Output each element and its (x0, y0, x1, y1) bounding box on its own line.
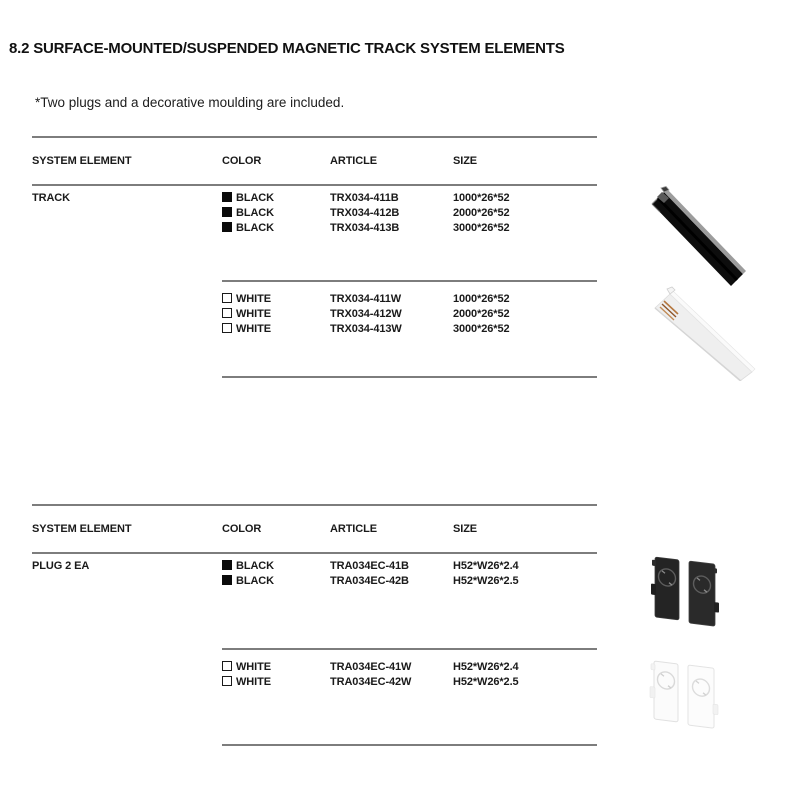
color-cell (222, 221, 330, 236)
white-swatch-icon (222, 293, 232, 303)
size-value: 2000*26*52 (453, 207, 510, 219)
color-cell (222, 574, 330, 589)
color-label: BLACK (236, 207, 274, 219)
table-row (32, 675, 597, 690)
black-swatch-icon (222, 575, 232, 585)
system-element-label: TRACK (32, 192, 70, 204)
black-swatch-icon (222, 222, 232, 232)
plug-table (32, 504, 597, 746)
size-value: 2000*26*52 (453, 308, 510, 320)
table-row (32, 206, 597, 221)
system-element-label (32, 221, 222, 236)
system-element-label (32, 660, 222, 675)
header-color: COLOR (222, 155, 262, 167)
article-code: TRA034EC-42W (330, 676, 412, 688)
system-element-label (32, 322, 222, 337)
article-code: TRX034-412W (330, 308, 402, 320)
color-cell (222, 559, 330, 574)
table-row (32, 660, 597, 675)
color-group (32, 554, 597, 648)
color-label: BLACK (236, 192, 274, 204)
color-cell (222, 292, 330, 307)
size-value: 1000*26*52 (453, 192, 510, 204)
size-value: H52*W26*2.4 (453, 661, 519, 673)
color-label: BLACK (236, 222, 274, 234)
system-element-label (32, 206, 222, 221)
table-body (32, 186, 597, 378)
table-body (32, 554, 597, 746)
color-cell (222, 660, 330, 675)
article-code: TRA034EC-41B (330, 560, 409, 572)
table-header-row (32, 138, 597, 184)
size-value: 3000*26*52 (453, 222, 510, 234)
color-cell (222, 675, 330, 690)
color-group (32, 282, 597, 376)
black-plugs-image (646, 552, 731, 647)
black-swatch-icon (222, 207, 232, 217)
article-code: TRX034-411W (330, 293, 402, 305)
color-label: WHITE (236, 293, 271, 305)
white-plugs-image (645, 656, 730, 746)
system-element-label: PLUG 2 EA (32, 560, 90, 572)
white-swatch-icon (222, 661, 232, 671)
divider (222, 744, 597, 746)
color-label: WHITE (236, 661, 271, 673)
page-title: 8.2 SURFACE-MOUNTED/SUSPENDED MAGNETIC TRACK SYSTEM ELEMENTS (9, 40, 565, 57)
table-row (32, 221, 597, 236)
table-header-row (32, 506, 597, 552)
color-cell (222, 191, 330, 206)
article-code: TRX034-413B (330, 222, 400, 234)
color-label: BLACK (236, 560, 274, 572)
color-label: WHITE (236, 308, 271, 320)
table-row (32, 307, 597, 322)
header-article: ARTICLE (330, 523, 377, 535)
black-swatch-icon (222, 192, 232, 202)
system-element-label (32, 307, 222, 322)
size-value: 1000*26*52 (453, 293, 510, 305)
article-code: TRX034-411B (330, 192, 399, 204)
size-value: 3000*26*52 (453, 323, 510, 335)
header-size: SIZE (453, 155, 478, 167)
track-table (32, 136, 597, 378)
header-system-element: SYSTEM ELEMENT (32, 523, 132, 535)
size-value: H52*W26*2.4 (453, 560, 519, 572)
divider (222, 376, 597, 378)
article-code: TRA034EC-41W (330, 661, 412, 673)
size-value: H52*W26*2.5 (453, 575, 519, 587)
white-track-image (652, 286, 757, 381)
system-element-label (32, 675, 222, 690)
article-code: TRX034-412B (330, 207, 400, 219)
table-row (32, 322, 597, 337)
white-swatch-icon (222, 308, 232, 318)
table-row (32, 191, 597, 206)
color-group (32, 186, 597, 280)
black-swatch-icon (222, 560, 232, 570)
table-row (32, 292, 597, 307)
black-track-image (648, 186, 748, 286)
system-element-label (32, 292, 222, 307)
system-element-label (32, 574, 222, 589)
color-label: WHITE (236, 676, 271, 688)
table-row (32, 574, 597, 589)
color-group (32, 650, 597, 744)
header-article: ARTICLE (330, 155, 377, 167)
white-swatch-icon (222, 676, 232, 686)
table-row (32, 559, 597, 574)
header-color: COLOR (222, 523, 262, 535)
color-label: WHITE (236, 323, 271, 335)
header-system-element: SYSTEM ELEMENT (32, 155, 132, 167)
article-code: TRA034EC-42B (330, 575, 409, 587)
header-size: SIZE (453, 523, 478, 535)
article-code: TRX034-413W (330, 323, 402, 335)
color-label: BLACK (236, 575, 274, 587)
white-swatch-icon (222, 323, 232, 333)
included-note: *Two plugs and a decorative moulding are included. (35, 95, 345, 110)
size-value: H52*W26*2.5 (453, 676, 519, 688)
color-cell (222, 322, 330, 337)
color-cell (222, 307, 330, 322)
color-cell (222, 206, 330, 221)
